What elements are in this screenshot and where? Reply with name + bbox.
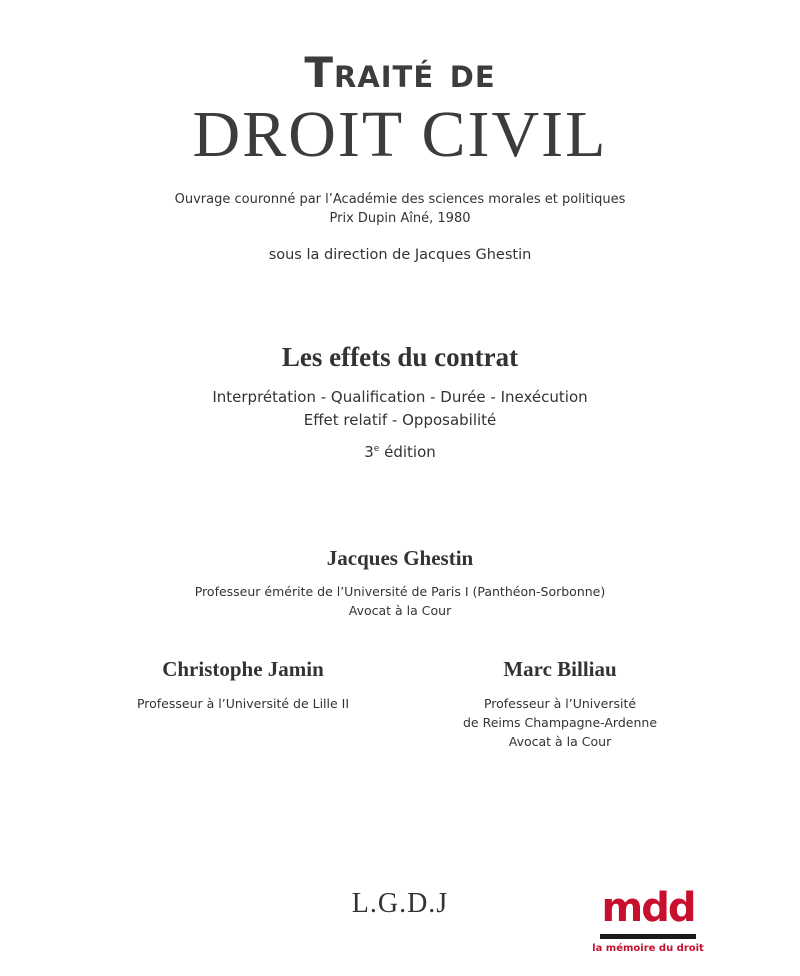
edition-number: 3 [364, 443, 374, 461]
main-author-name: Jacques Ghestin [326, 546, 474, 570]
coauthor-left [118, 657, 368, 713]
book-subtitle [0, 386, 800, 432]
subtitle-line1: Interprétation - Qualification - Durée - Inexécution [212, 388, 588, 406]
award-note [0, 190, 800, 228]
logo-mark: mdd [601, 885, 695, 931]
main-author-role-line2: Avocat à la Cour [348, 603, 452, 618]
edition-suffix: e [373, 444, 380, 454]
mdd-logo [592, 885, 704, 958]
main-author-role-line1: Professeur émérite de l’Université de Paris I (Panthéon-Sorbonne) [194, 584, 606, 599]
coauthor-left-name: Christophe Jamin [162, 657, 324, 681]
publisher-name: L.G.D.J [351, 888, 449, 919]
series-direction: sous la direction de Jacques Ghestin [268, 247, 532, 263]
logo-bar [600, 934, 696, 939]
logo-tagline: la mémoire du droit [592, 943, 704, 954]
book-title: Les effets du contrat [281, 342, 519, 372]
coauthor-right-role-line1: Professeur à l’Université [483, 696, 637, 711]
series-title-line1: Traité de [304, 48, 496, 97]
coauthor-right-name: Marc Billiau [503, 657, 617, 681]
award-line2: Prix Dupin Aîné, 1980 [329, 211, 471, 226]
coauthor-right-role [430, 694, 690, 751]
coauthor-right-role-line3: Avocat à la Cour [508, 734, 612, 749]
coauthor-right [430, 657, 690, 751]
coauthor-right-role-line2: de Reims Champagne-Ardenne [462, 715, 658, 730]
coauthor-left-role: Professeur à l’Université de Lille II [136, 696, 350, 711]
edition-word: édition [384, 443, 436, 461]
main-author-role [0, 582, 800, 620]
subtitle-line2: Effet relatif - Opposabilité [303, 411, 497, 429]
edition [0, 443, 800, 461]
award-line1: Ouvrage couronné par l’Académie des sciences morales et politiques [174, 192, 626, 207]
series-title-line2: DROIT CIVIL [192, 98, 608, 171]
